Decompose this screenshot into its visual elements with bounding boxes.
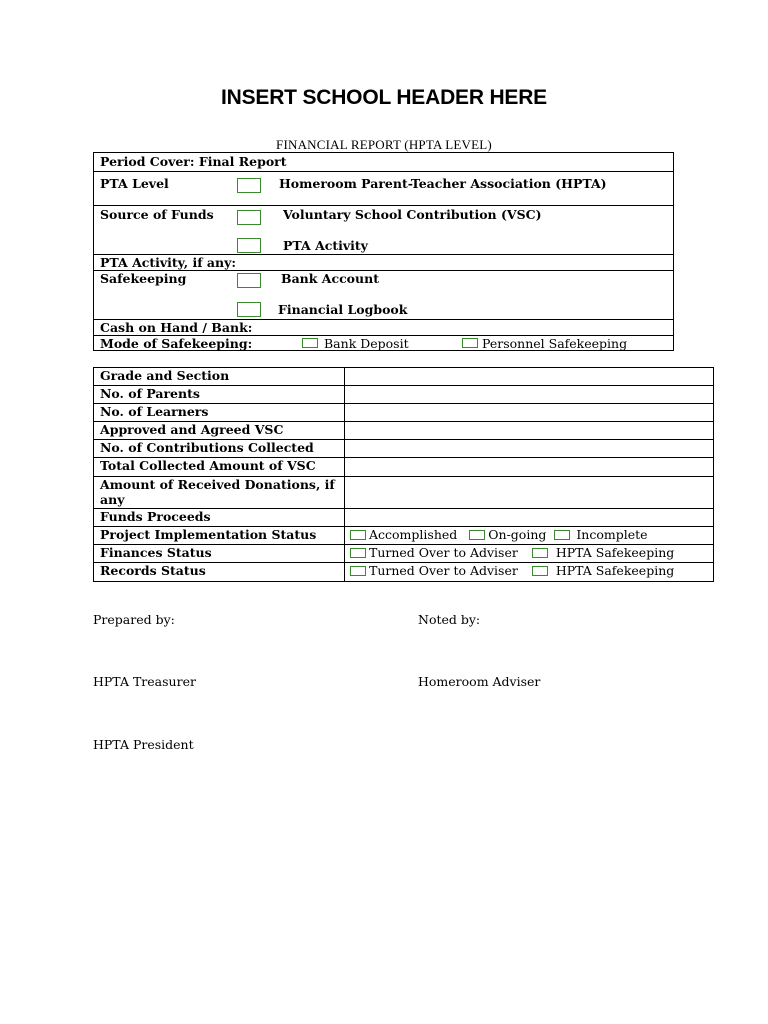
row-label: Approved and Agreed VSC [94, 422, 345, 440]
financial-logbook-option: Financial Logbook [278, 302, 408, 317]
pta-level-label: PTA Level [100, 176, 169, 191]
status-option[interactable] [532, 545, 674, 560]
status-option-label: Incomplete [576, 527, 648, 542]
document-header: INSERT SCHOOL HEADER HERE [221, 86, 547, 109]
row-label: Finances Status [94, 545, 345, 563]
records-status-options [345, 563, 714, 582]
treasurer-signatory: HPTA Treasurer [93, 674, 196, 689]
status-option-label: Accomplished [369, 527, 458, 542]
period-cover: Period Cover: Final Report [100, 154, 287, 169]
checkbox[interactable] [532, 548, 548, 558]
pta-activity-checkbox[interactable] [237, 238, 261, 253]
status-option-label: Turned Over to Adviser [369, 563, 518, 578]
table-row [94, 545, 714, 563]
vsc-option: Voluntary School Contribution (VSC) [283, 207, 542, 222]
row-label: No. of Contributions Collected [94, 440, 345, 458]
status-option-label: HPTA Safekeeping [555, 545, 675, 560]
status-option[interactable] [350, 563, 518, 578]
checkbox[interactable] [469, 530, 485, 540]
row-label: Grade and Section [94, 368, 345, 386]
checkbox[interactable] [554, 530, 570, 540]
personnel-safekeeping-checkbox[interactable] [462, 338, 478, 348]
table-row [94, 386, 714, 404]
financial-logbook-checkbox[interactable] [237, 302, 261, 317]
row-label: No. of Learners [94, 404, 345, 422]
checkbox[interactable] [350, 548, 366, 558]
cash-on-hand-label: Cash on Hand / Bank: [100, 320, 253, 335]
status-option[interactable] [554, 527, 647, 542]
row-label: Total Collected Amount of VSC [94, 458, 345, 477]
contributions-value[interactable] [345, 440, 714, 458]
status-option[interactable] [469, 527, 546, 542]
bank-deposit-checkbox[interactable] [302, 338, 318, 348]
pta-level-option: Homeroom Parent-Teacher Association (HPTA) [279, 176, 607, 191]
approved-vsc-value[interactable] [345, 422, 714, 440]
bank-account-checkbox[interactable] [237, 273, 261, 288]
parents-count-value[interactable] [345, 386, 714, 404]
safekeeping-label: Safekeeping [100, 271, 187, 286]
noted-by-label: Noted by: [418, 612, 481, 627]
president-signatory: HPTA President [93, 737, 194, 752]
grade-section-value[interactable] [345, 368, 714, 386]
divider [94, 205, 673, 206]
status-option-label: Turned Over to Adviser [369, 545, 518, 560]
status-option-label: HPTA Safekeeping [555, 563, 675, 578]
prepared-by-label: Prepared by: [93, 612, 175, 627]
finances-status-options [345, 545, 714, 563]
donations-value[interactable] [345, 477, 714, 509]
checkbox[interactable] [532, 566, 548, 576]
table-row [94, 477, 714, 509]
vsc-checkbox[interactable] [237, 210, 261, 225]
row-label: Amount of Received Donations, if any [94, 477, 345, 509]
learners-count-value[interactable] [345, 404, 714, 422]
row-label: Project Implementation Status [94, 527, 345, 545]
bank-account-option: Bank Account [281, 271, 379, 286]
checkbox[interactable] [350, 530, 366, 540]
pta-activity-option: PTA Activity [283, 238, 368, 253]
status-option-label: On-going [488, 527, 547, 542]
funds-proceeds-value[interactable] [345, 509, 714, 527]
table-row [94, 422, 714, 440]
checkbox[interactable] [350, 566, 366, 576]
mode-of-safekeeping-label: Mode of Safekeeping: [100, 336, 253, 351]
row-label: Records Status [94, 563, 345, 582]
report-title: FINANCIAL REPORT (HPTA LEVEL) [276, 137, 492, 152]
implementation-status-options [345, 527, 714, 545]
pta-activity-label: PTA Activity, if any: [100, 255, 236, 270]
table-row [94, 440, 714, 458]
table-row [94, 368, 714, 386]
source-of-funds-label: Source of Funds [100, 207, 214, 222]
row-label: No. of Parents [94, 386, 345, 404]
divider [94, 171, 673, 172]
status-option[interactable] [532, 563, 674, 578]
pta-level-checkbox[interactable] [237, 178, 261, 193]
adviser-signatory: Homeroom Adviser [418, 674, 541, 689]
bank-deposit-option: Bank Deposit [324, 336, 409, 351]
table-row [94, 509, 714, 527]
total-vsc-value[interactable] [345, 458, 714, 477]
table-row [94, 563, 714, 582]
details-table [93, 367, 714, 582]
status-option[interactable] [350, 545, 518, 560]
table-row [94, 404, 714, 422]
status-option[interactable] [350, 527, 457, 542]
row-label: Funds Proceeds [94, 509, 345, 527]
report-info-box [93, 152, 674, 351]
personnel-safekeeping-option: Personnel Safekeeping [482, 336, 628, 351]
table-row [94, 527, 714, 545]
table-row [94, 458, 714, 477]
